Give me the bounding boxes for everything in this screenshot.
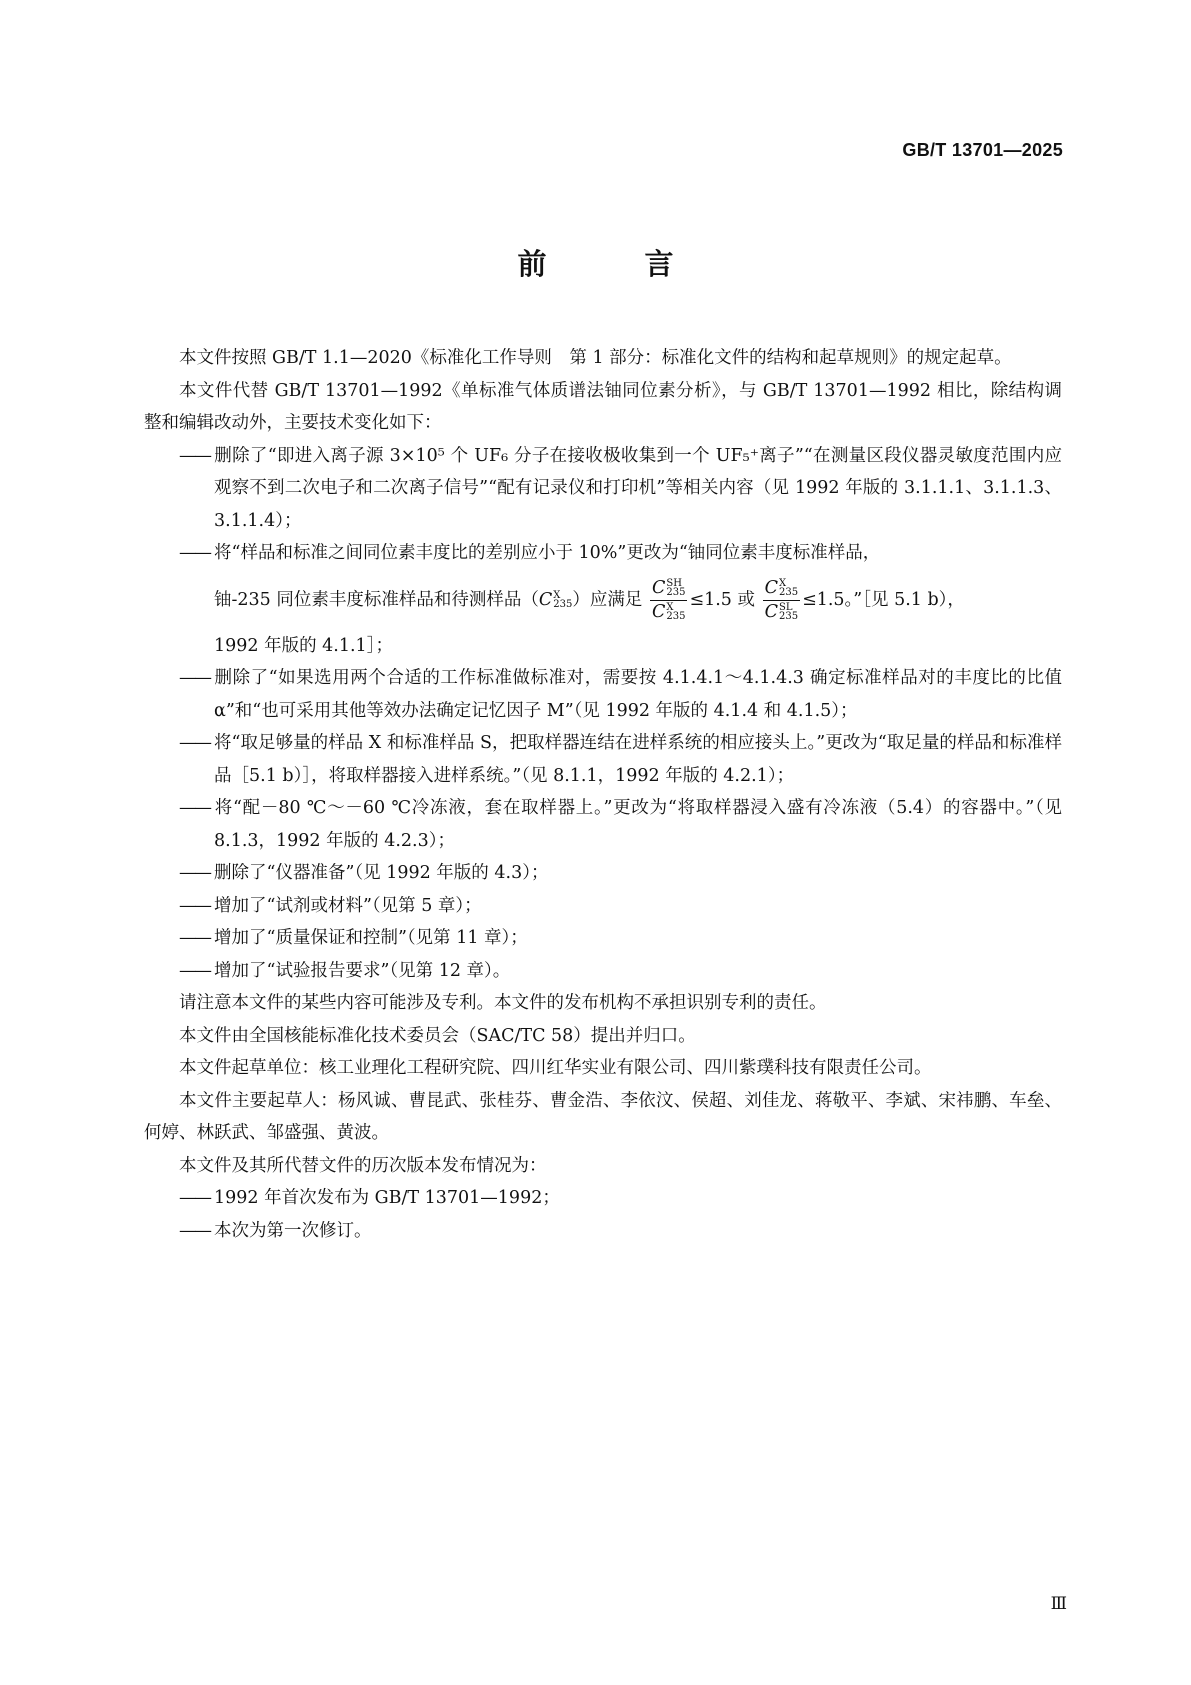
formula-prefix: 铀-235 同位素丰度标准样品和待测样品（	[214, 589, 539, 610]
dash-mark: ——	[179, 543, 210, 563]
change-item-text: 增加了“质量保证和控制”（见第 11 章）；	[214, 928, 528, 948]
paragraph-version-history: 本文件及其所代替文件的历次版本发布情况为：	[179, 1155, 547, 1176]
history-item-text: 本次为第一次修订。	[214, 1220, 372, 1241]
document-code: GB/T 13701—2025	[902, 140, 1063, 160]
change-item-text: 删除了“即进入离子源 3×10⁵ 个 UF₆ 分子在接收极收集到一个 UF₅⁺离子”“在测量区段仪器灵敏度范围内应观察不到二次电子和二次离子信号”“配有记录仪和打印机”等相关内容（见 1992 年版的 3.1.1.1、3.1.1.3、3.1.1.4）；	[214, 445, 1062, 531]
change-item-8	[144, 922, 1062, 955]
change-item-3	[144, 662, 1062, 727]
dash-mark: ——	[179, 1220, 210, 1241]
change-item-2-formula-line	[144, 570, 1062, 630]
change-item-2-tail: 1992 年版的 4.1.1］；	[214, 635, 393, 656]
paragraph-replacement: 本文件代替 GB/T 13701—1992《单标准气体质谱法铀同位素分析》，与 GB/T 13701—1992 相比，除结构调整和编辑改动外，主要技术变化如下：	[144, 380, 1062, 433]
dash-mark: ——	[179, 445, 210, 466]
history-item-1	[144, 1182, 1062, 1215]
inequality-2: ≤1.5。”［见 5.1 b），	[802, 589, 965, 610]
page-number: Ⅲ	[1050, 1594, 1067, 1614]
change-item-6	[144, 857, 1062, 890]
paragraph-patent-notice: 请注意本文件的某些内容可能涉及专利。本文件的发布机构不承担识别专利的责任。	[179, 993, 827, 1013]
dash-mark: ——	[179, 1188, 210, 1208]
change-item-text: 删除了“如果选用两个合适的工作标准做标准对，需要按 4.1.4.1～4.1.4.3 确定标准样品对的丰度比的比值 α”和“也可采用其他等效办法确定记忆因子 M”（见 1992 年版的 4.1.4 和 4.1.5）；	[214, 668, 1062, 721]
change-item-text: 将“样品和标准之间同位素丰度比的差别应小于 10%”更改为“铀同位素丰度标准样品，	[214, 543, 881, 563]
dash-mark: ——	[179, 928, 210, 948]
change-item-2	[144, 537, 1062, 570]
paragraph-drafters: 本文件主要起草人：杨风诚、曹昆武、张桂芬、曹金浩、李依汶、侯超、刘佳龙、蒋敬平、李斌、宋祎鹏、车垒、何婷、林跃武、邹盛强、黄波。	[144, 1090, 1062, 1143]
formula-middle: ）应满足	[572, 589, 643, 610]
page-title: 前 言	[517, 247, 718, 281]
change-item-1	[144, 440, 1062, 538]
change-item-5	[144, 792, 1062, 857]
paragraph-proposer: 本文件由全国核能标准化技术委员会（SAC/TC 58）提出并归口。	[179, 1025, 696, 1046]
paragraph-drafting-units: 本文件起草单位：核工业理化工程研究院、四川红华实业有限公司、四川紫璞科技有限责任公司。	[179, 1058, 932, 1078]
paragraph-drafting-rules: 本文件按照 GB/T 1.1—2020《标准化工作导则 第 1 部分：标准化文件的结构和起草规则》的规定起草。	[179, 348, 1012, 368]
inequality-1: ≤1.5 或	[689, 589, 755, 610]
ratio-fraction-sl: C X 235 C SL 235	[764, 577, 799, 622]
change-item-text: 将“取足够量的样品 X 和标准样品 S，把取样器连结在进样系统的相应接头上。”更改为“取足量的样品和标准样品［5.1 b）］，将取样器接入进样系统。”（见 8.1.1，1992 年版的 4.2.1）；	[214, 733, 1062, 786]
dash-mark: ——	[179, 798, 210, 818]
change-item-9	[144, 955, 1062, 988]
ratio-fraction-sh: C SH 235 C X 235	[651, 577, 686, 622]
cx-symbol: C X 235	[538, 589, 573, 610]
dash-mark: ——	[179, 895, 210, 916]
dash-mark: ——	[179, 668, 210, 688]
change-item-text: 增加了“试剂或材料”（见第 5 章）；	[214, 895, 482, 916]
dash-mark: ——	[179, 960, 210, 981]
dash-mark: ——	[179, 733, 210, 753]
history-item-2	[144, 1215, 1062, 1248]
foreword-body	[144, 342, 1062, 1247]
change-item-text: 删除了“仪器准备”（见 1992 年版的 4.3）；	[214, 863, 549, 883]
dash-mark: ——	[179, 863, 210, 883]
change-item-7	[144, 890, 1062, 923]
change-item-text: 增加了“试验报告要求”（见第 12 章）。	[214, 960, 511, 981]
history-item-text: 1992 年首次发布为 GB/T 13701—1992；	[214, 1188, 560, 1208]
change-item-text: 将“配－80 ℃～－60 ℃冷冻液，套在取样器上。”更改为“将取样器浸入盛有冷冻液（5.4）的容器中。”（见 8.1.3，1992 年版的 4.2.3）；	[214, 798, 1062, 851]
change-item-4	[144, 727, 1062, 792]
